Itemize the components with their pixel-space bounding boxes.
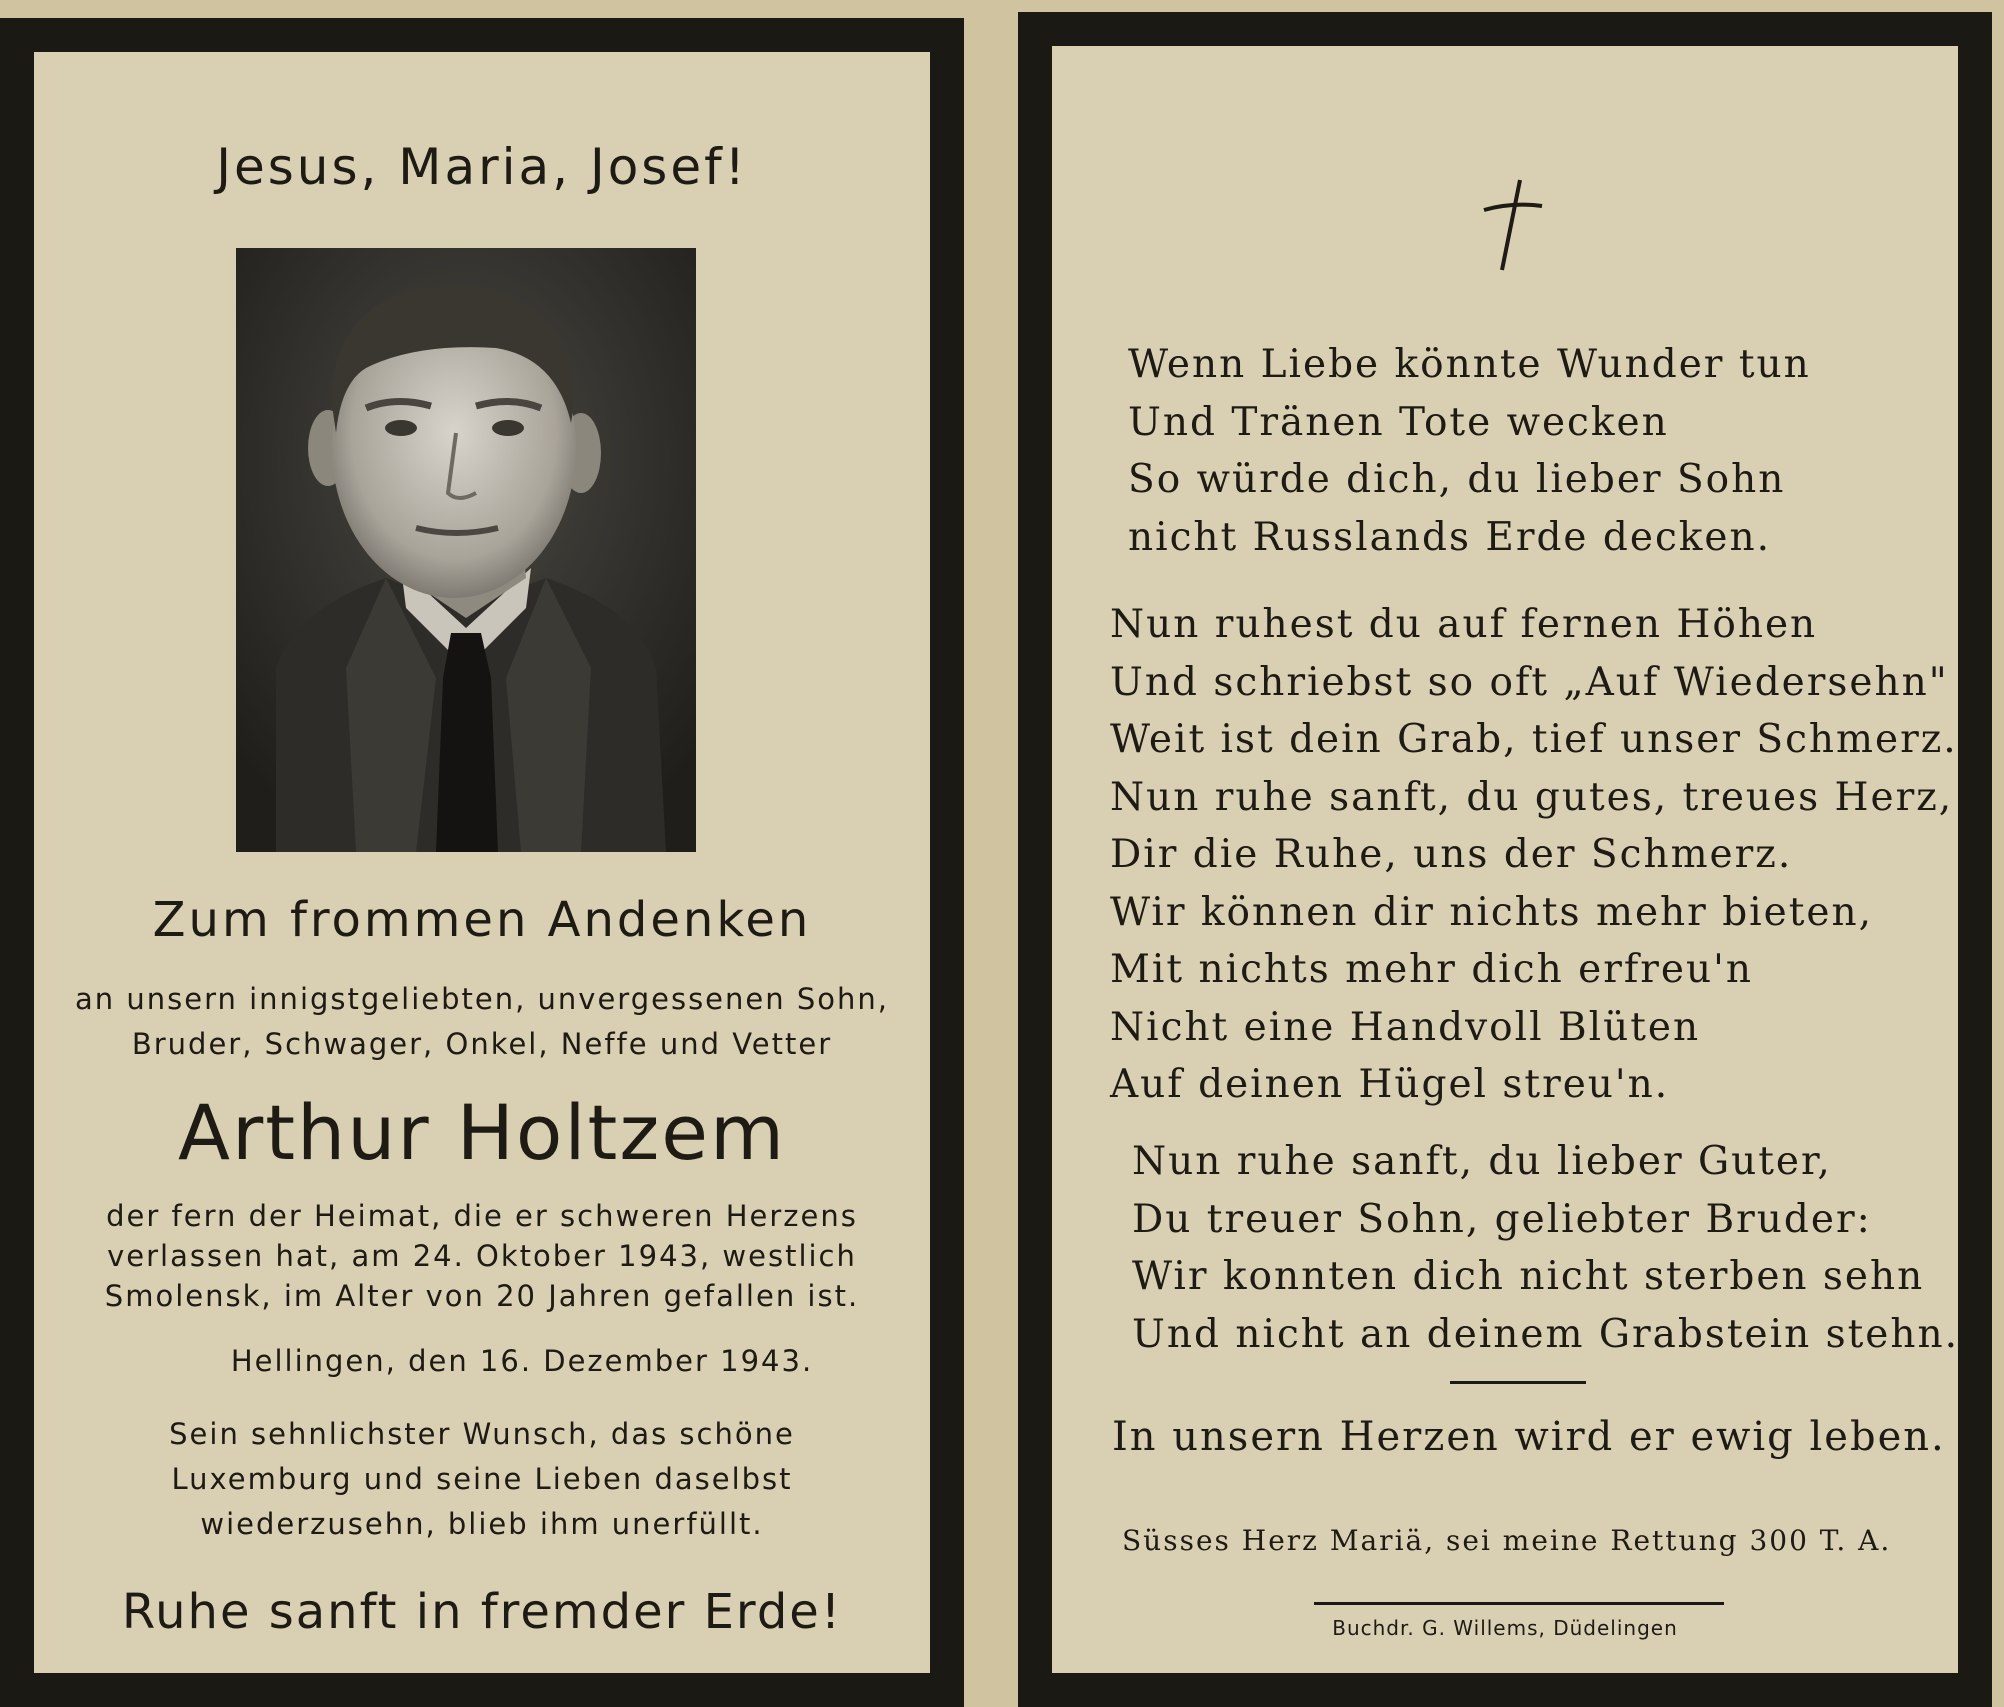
poem-line: So würde dich, du lieber Sohn — [1128, 457, 1786, 502]
wish-line: Luxemburg und seine Lieben daselbst — [171, 1462, 793, 1496]
cross-icon — [1478, 176, 1548, 276]
wish-line: wiederzusehn, blieb ihm unerfüllt. — [200, 1507, 764, 1541]
poem-line: Nun ruhe sanft, du lieber Guter, — [1132, 1139, 1832, 1184]
poem-line: Und schriebst so oft „Auf Wiedersehn" — [1110, 659, 1949, 705]
poem-line: Mit nichts mehr dich erfreu'n — [1110, 947, 1753, 992]
indulgence-prayer: Süsses Herz Mariä, sei meine Rettung 300 T. A. — [1122, 1524, 1892, 1557]
poem-stanza-2 — [1110, 596, 1958, 1114]
dedication-text — [34, 977, 930, 1067]
poem-line: Und nicht an deinem Grabstein stehn. — [1132, 1311, 1959, 1357]
place-date: Hellingen, den 16. Dezember 1943. — [230, 1344, 814, 1378]
poem-line: nicht Russlands Erde decken. — [1128, 514, 1772, 560]
poem-stanza-3 — [1132, 1133, 1959, 1363]
poem-line: Wir können dir nichts mehr bieten, — [1110, 889, 1873, 935]
portrait-photo — [236, 248, 696, 852]
closing-line: In unsern Herzen wird er ewig leben. — [1112, 1414, 1946, 1460]
poem-line: Nicht eine Handvoll Blüten — [1110, 1004, 1701, 1050]
poem-stanza-1 — [1128, 336, 1811, 566]
printer-credit: Buchdr. G. Willems, Düdelingen — [1332, 1616, 1678, 1640]
poem-line: Weit ist dein Grab, tief unser Schmerz. — [1110, 717, 1958, 762]
poem-line: Und Tränen Tote wecken — [1128, 399, 1669, 445]
divider-rule — [1450, 1381, 1586, 1384]
card-back-content — [1052, 46, 1958, 1673]
memorial-heading: Zum frommen Andenken — [152, 892, 812, 948]
printer-divider — [1314, 1602, 1724, 1605]
card-front-content — [34, 52, 930, 1673]
dedication-line: an unsern innigstgeliebten, unvergessenen Sohn, — [75, 982, 889, 1016]
death-details — [34, 1196, 930, 1316]
closing-blessing: Ruhe sanft in fremder Erde! — [121, 1584, 843, 1640]
memorial-card-front — [0, 18, 964, 1707]
details-line: Smolensk, im Alter von 20 Jahren gefallen ist. — [104, 1279, 860, 1313]
poem-line: Nun ruhest du auf fernen Höhen — [1110, 602, 1818, 647]
details-line: verlassen hat, am 24. Oktober 1943, westlich — [107, 1239, 857, 1273]
poem-line: Auf deinen Hügel streu'n. — [1110, 1062, 1670, 1107]
poem-line: Wir konnten dich nicht sterben sehn — [1132, 1254, 1925, 1299]
poem-line: Du treuer Sohn, geliebter Bruder: — [1132, 1196, 1872, 1242]
card-header: Jesus, Maria, Josef! — [216, 138, 748, 196]
poem-line: Wenn Liebe könnte Wunder tun — [1128, 342, 1811, 387]
details-line: der fern der Heimat, die er schweren Herzens — [106, 1199, 858, 1233]
last-wish-text — [34, 1412, 930, 1547]
poem-line: Nun ruhe sanft, du gutes, treues Herz, — [1110, 774, 1954, 820]
wish-line: Sein sehnlichster Wunsch, das schöne — [169, 1417, 795, 1451]
memorial-card-back — [1018, 12, 1992, 1707]
dedication-line: Bruder, Schwager, Onkel, Neffe und Vetter — [131, 1027, 833, 1061]
deceased-name: Arthur Holtzem — [177, 1088, 787, 1177]
portrait-photo-drawing — [236, 248, 696, 852]
poem-line: Dir die Ruhe, uns der Schmerz. — [1110, 832, 1793, 877]
